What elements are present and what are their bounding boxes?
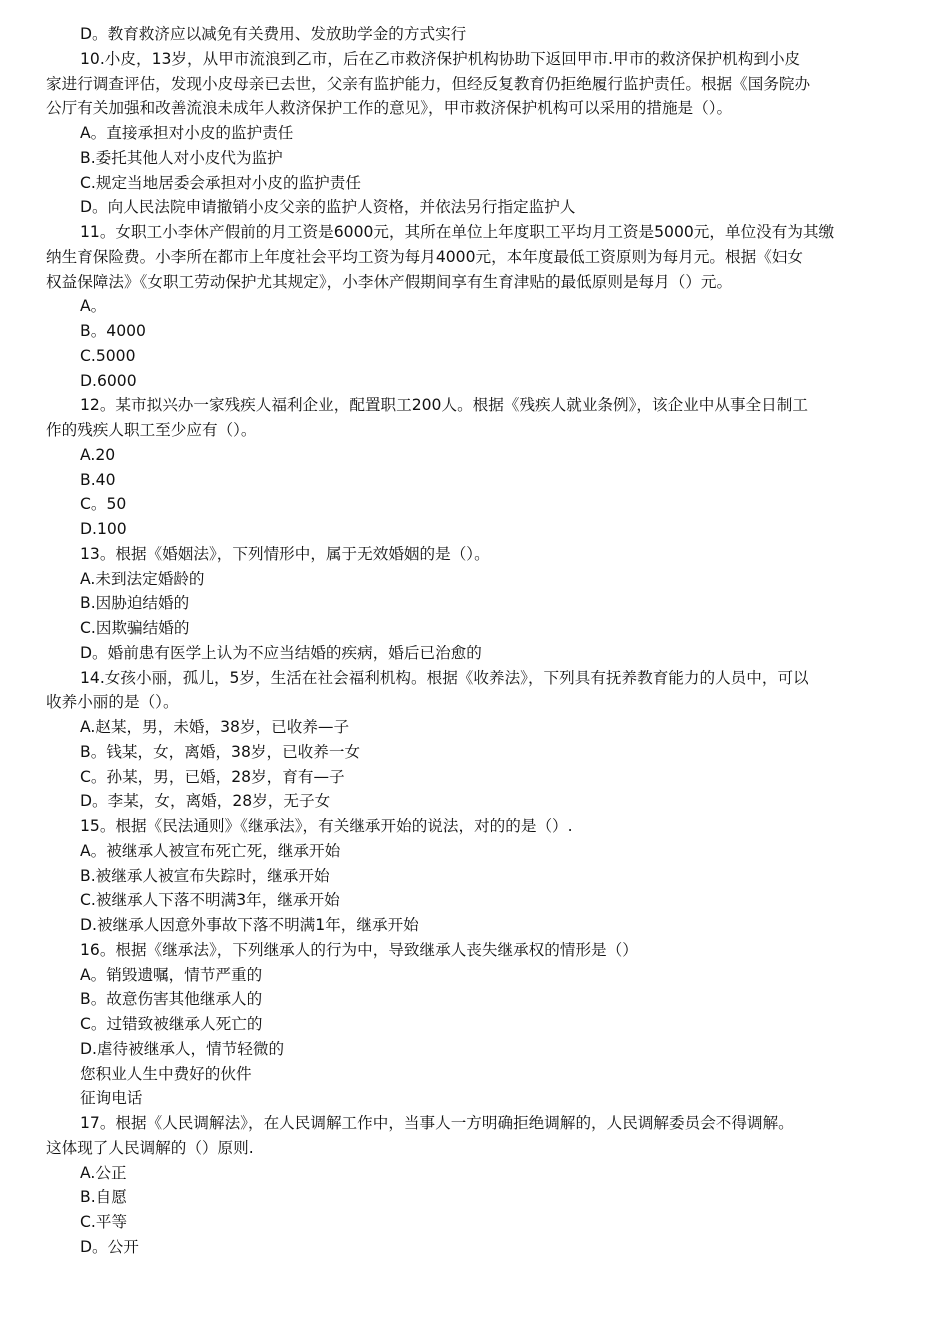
option-line: B。4000 [80, 322, 146, 340]
option-line: B.委托其他人对小皮代为监护 [80, 148, 283, 167]
question-continuation-line: 公厅有关加强和改善流浪未成年人救济保护工作的意见》，甲市救济保护机构可以采用的措施是（）。 [46, 99, 733, 118]
option-line: D。向人民法院申请撤销小皮父亲的监护人资格，并依法另行指定监护人 [80, 198, 576, 217]
question-continuation-line: 纳生育保险费。小李所在都市上年度社会平均工资为每月4000元，本年度最低工资原则为每月元。根据《妇女 [46, 247, 803, 266]
option-line: D。公开 [80, 1237, 139, 1256]
option-line: B。故意伤害其他继承人的 [80, 990, 263, 1009]
question-line: 12。某市拟兴办一家残疾人福利企业，配置职工200人。根据《残疾人就业条例》，该企业中从事全日制工 [80, 396, 808, 415]
option-line: A。销毁遗嘱，情节严重的 [80, 965, 263, 984]
option-line: A.赵某，男，未婚，38岁，已收养—子 [80, 718, 350, 736]
option-line: C.规定当地居委会承担对小皮的监护责任 [80, 173, 361, 192]
question-line: 14.女孩小丽，孤儿，5岁，生活在社会福利机构。根据《收养法》，下列具有抚养教育能力的人员中，可以 [80, 668, 809, 687]
option-line: B.40 [80, 470, 116, 489]
question-line: 16。根据《继承法》，下列继承人的行为中，导致继承人丧失继承权的情形是（） [80, 940, 638, 959]
option-line: D.100 [80, 520, 127, 538]
question-continuation-line: 这体现了人民调解的（）原则. [46, 1138, 254, 1157]
option-line: A.未到法定婚龄的 [80, 569, 205, 588]
option-line: A。直接承担对小皮的监护责任 [80, 124, 294, 142]
option-line: C。过错致被继承人死亡的 [80, 1015, 263, 1033]
option-line: D.被继承人因意外事故下落不明满1年，继承开始 [80, 916, 419, 934]
question-continuation-line: 家进行调查评估，发现小皮母亲已去世，父亲有监护能力，但经反复教育仍拒绝履行监护责任。根据《国务院办 [46, 74, 811, 93]
option-line: D。教育救济应以减免有关费用、发放助学金的方式实行 [80, 25, 467, 43]
document-body [0, 22, 950, 1260]
option-line: D。婚前患有医学上认为不应当结婚的疾病，婚后已治愈的 [80, 643, 482, 662]
option-line: A.20 [80, 445, 116, 464]
option-line: C.平等 [80, 1213, 128, 1231]
option-line: C。50 [80, 495, 127, 514]
question-line: 13。根据《婚姻法》，下列情形中，属于无效婚姻的是（）。 [80, 544, 490, 563]
option-line: D。李某，女，离婚，28岁，无子女 [80, 792, 331, 811]
option-line: B.因胁迫结婚的 [80, 594, 190, 613]
option-line: 您积业人生中费好的伙件 [80, 1064, 252, 1083]
option-line: A。被继承人被宣布死亡死，继承开始 [80, 841, 341, 860]
question-continuation-line: 作的残疾人职工至少应有（）。 [46, 421, 257, 439]
question-line: 10.小皮，13岁，从甲市流浪到乙市，后在乙市救济保护机构协助下返回甲市.甲市的救济保护机构到小皮 [80, 49, 801, 68]
question-continuation-line: 收养小丽的是（）。 [46, 693, 179, 712]
option-line: 征询电话 [80, 1089, 143, 1108]
question-line: 15。根据《民法通则》《继承法》，有关继承开始的说法，对的的是（）. [80, 817, 573, 835]
option-line: B。钱某，女，离婚，38岁，已收养一女 [80, 742, 361, 761]
question-continuation-line: 权益保障法》《女职工劳动保护尤其规定》，小李休产假期间享有生育津贴的最低原则是每月（）元。 [46, 272, 733, 291]
question-line: 11。女职工小李休产假前的月工资是6000元，其所在单位上年度职工平均月工资是5000元，单位没有为其缴 [80, 223, 835, 241]
option-line: A。 [80, 297, 107, 316]
option-line: B.自愿 [80, 1188, 127, 1207]
option-line: C。孙某，男，已婚，28岁，育有—子 [80, 767, 345, 786]
option-line: C.因欺骗结婚的 [80, 619, 190, 637]
option-line: C.被继承人下落不明满3年，继承开始 [80, 891, 340, 910]
option-line: D.6000 [80, 371, 137, 390]
question-line: 17。根据《人民调解法》，在人民调解工作中，当事人一方明确拒绝调解的，人民调解委员会不得调解。 [80, 1114, 794, 1132]
option-line: B.被继承人被宣布失踪时，继承开始 [80, 866, 330, 885]
option-line: D.虐待被继承人，情节轻微的 [80, 1039, 285, 1058]
option-line: C.5000 [80, 346, 136, 365]
option-line: A.公正 [80, 1163, 127, 1182]
